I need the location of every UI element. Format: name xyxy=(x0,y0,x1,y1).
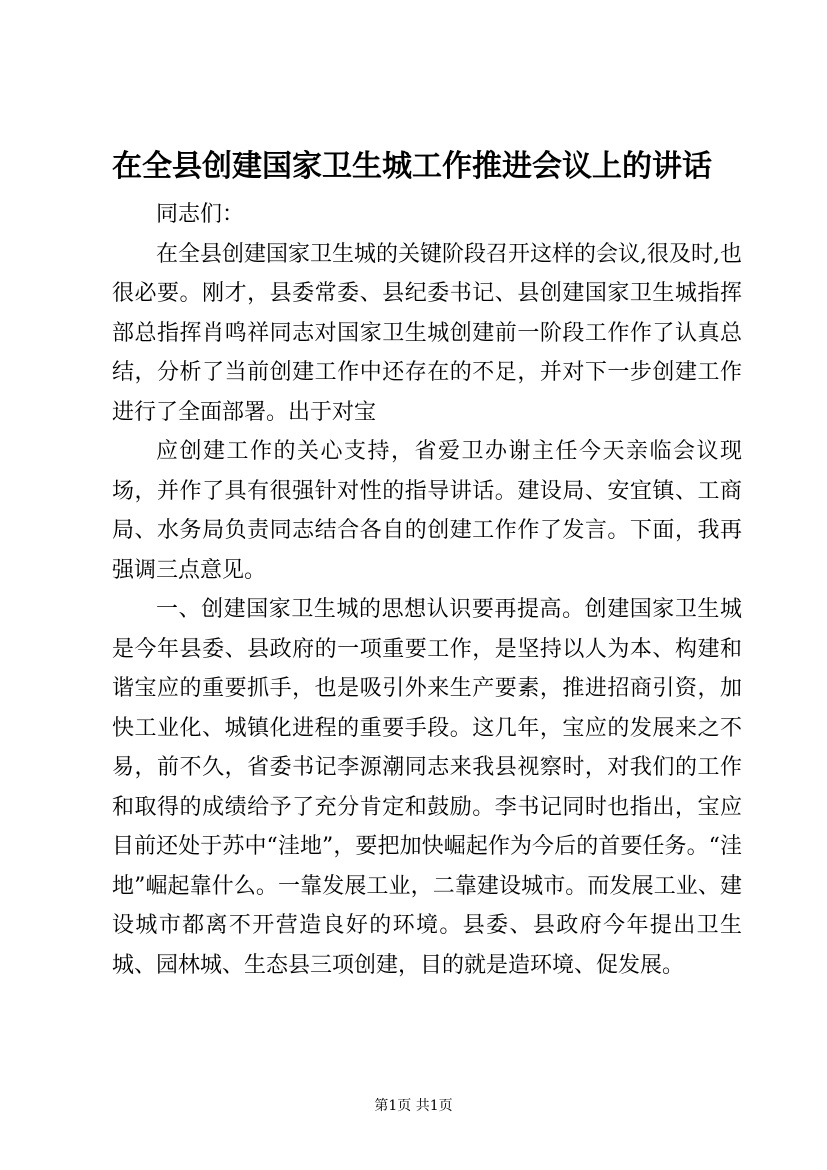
document-body xyxy=(112,195,742,985)
document-title: 在全县创建国家卫生城工作推进会议上的讲话 xyxy=(112,149,712,184)
paragraph-salutation: 同志们： xyxy=(156,202,245,227)
paragraph-attendance: 应创建工作的关心支持，省爱卫办谢主任今天亲临会议现场，并作了具有很强针对性的指导讲话。建设局、安宜镇、工商局、水务局负责同志结合各自的创建工作作了发言。下面，我再强调三点意见。 xyxy=(112,439,742,583)
paragraph-point-one: 一、创建国家卫生城的思想认识要再提高。创建国家卫生城是今年县委、县政府的一项重要工作，是坚持以人为本、构建和谐宝应的重要抓手，也是吸引外来生产要素，推进招商引资，加快工业化、城镇化进程的重要手段。这几年，宝应的发展来之不易，前不久，省委书记李源潮同志来我县视察时，对我们的工作和取得的成绩给予了充分肯定和鼓励。李书记同时也指出，宝应目前还处于苏中“洼地”，要把加快崛起作为今后的首要任务。“洼地”崛起靠什么。一靠发展工业，二靠建设城市。而发展工业、建设城市都离不开营造良好的环境。县委、县政府今年提出卫生城、园林城、生态县三项创建，目的就是造环境、促发展。 xyxy=(112,597,742,978)
page-number-footer: 第1页 共1页 xyxy=(374,1098,453,1114)
paragraph-opening: 在全县创建国家卫生城的关键阶段召开这样的会议,很及时,也很必要。刚才，县委常委、县纪委书记、县创建国家卫生城指挥部总指挥肖鸣祥同志对国家卫生城创建前一阶段工作作了认真总结，分析了当前创建工作中还存在的不足，并对下一步创建工作进行了全面部署。出于对宝 xyxy=(112,241,742,425)
